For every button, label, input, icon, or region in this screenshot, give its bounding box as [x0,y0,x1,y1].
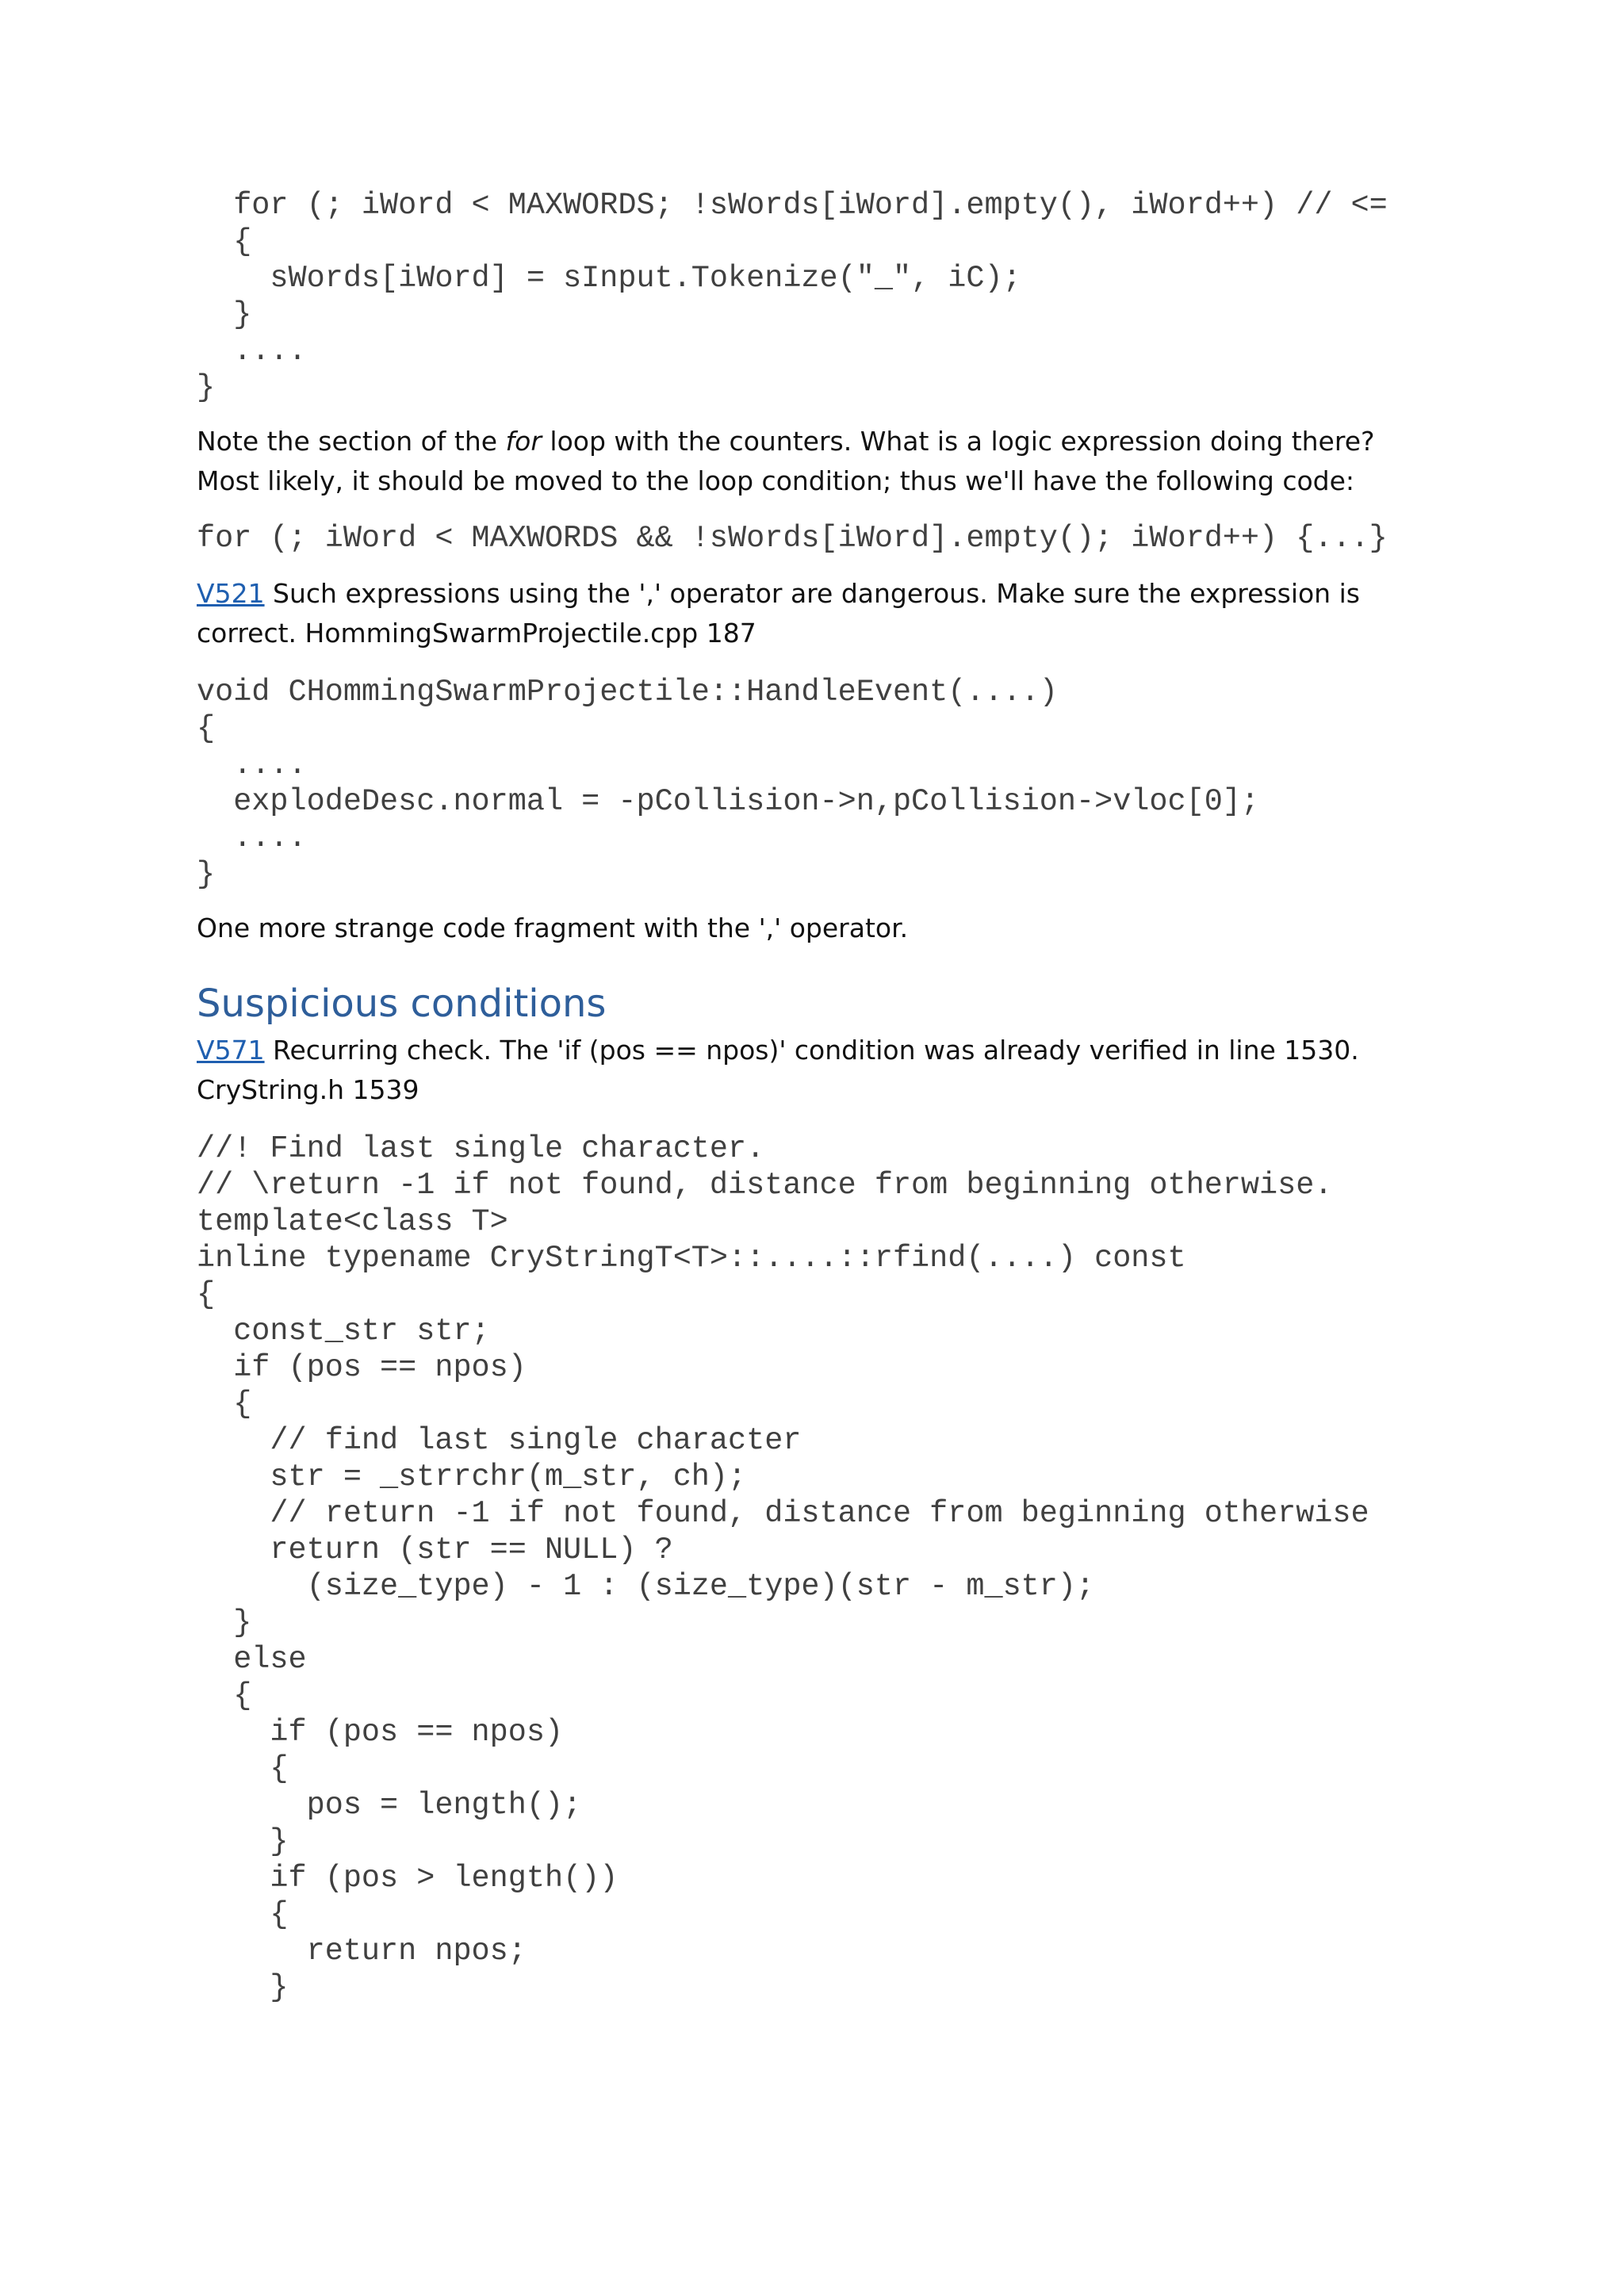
code-line: return (str == NULL) ? [197,1533,673,1567]
document-page [197,187,1434,2006]
code-line: { [197,1751,289,1786]
paragraph-comma-operator: One more strange code fragment with the ',' operator. [197,913,909,943]
code-line: { [197,711,216,746]
code-line: } [197,1970,289,2005]
code-line: } [197,857,216,892]
code-line: for (; iWord < MAXWORDS && !sWords[iWord].empty(); iWord++) {...} [197,521,1388,556]
code-line: sWords[iWord] = sInput.Tokenize("_", iC); [197,261,1021,296]
code-line: // find last single character [197,1423,802,1458]
diagnostic-text: Recurring check. The 'if (pos == npos)' condition was already verified in line 1530. CryString.h 1539 [197,1035,1359,1105]
paragraph-text: loop with the counters. What is a logic expression doing there? Most likely, it should be moved to the loop condition; thus we'll have the following code: [197,426,1375,496]
diagnostic-text: Such expressions using the ',' operator are dangerous. Make sure the expression is correct. HommingSwarmProjectile.cpp 187 [197,578,1360,649]
code-line: .... [197,334,307,369]
paragraph-for-loop-note [197,422,1434,501]
code-line: else [197,1642,307,1677]
code-block-4 [197,1131,1434,2006]
code-line: { [197,1387,252,1422]
code-line: template<class T> [197,1204,508,1239]
code-line: { [197,1277,216,1312]
diagnostic-link-v521[interactable]: V521 [197,578,265,609]
code-line: explodeDesc.normal = -pCollision->n,pCollision->vloc[0]; [197,784,1260,819]
section-heading: Suspicious conditions [197,982,607,1026]
code-line: //! Find last single character. [197,1131,765,1166]
code-block-1 [197,187,1434,406]
code-line: // return -1 if not found, distance from beginning otherwise [197,1496,1369,1531]
code-line: return npos; [197,1934,527,1969]
code-line: str = _strrchr(m_str, ch); [197,1460,747,1494]
paragraph-italic-keyword: for [505,426,542,457]
code-line: } [197,297,252,332]
code-line: } [197,1605,252,1640]
code-line: if (pos == npos) [197,1715,564,1750]
code-line: } [197,370,216,405]
code-line: void CHommingSwarmProjectile::HandleEvent(....) [197,675,1058,710]
code-line: } [197,1824,289,1859]
code-line: { [197,224,252,259]
code-line: pos = length(); [197,1788,582,1823]
code-line: { [197,1678,252,1713]
code-line: .... [197,821,307,855]
diagnostic-link-v571[interactable]: V571 [197,1035,265,1066]
code-line: for (; iWord < MAXWORDS; !sWords[iWord].empty(), iWord++) // <= [197,188,1388,223]
paragraph-text: Note the section of the [197,426,506,457]
code-line: // \return -1 if not found, distance from beginning otherwise. [197,1168,1333,1203]
diagnostic-v571 [197,1031,1434,1110]
code-block-3 [197,674,1434,893]
diagnostic-v521 [197,574,1434,653]
code-line: if (pos == npos) [197,1350,527,1385]
code-line: const_str str; [197,1314,490,1349]
code-line: .... [197,748,307,783]
code-block-2 [197,520,1434,557]
code-line: { [197,1897,289,1932]
code-line: inline typename CryStringT<T>::....::rfind(....) const [197,1241,1186,1276]
code-line: (size_type) - 1 : (size_type)(str - m_str); [197,1569,1095,1604]
code-line: if (pos > length()) [197,1861,619,1896]
